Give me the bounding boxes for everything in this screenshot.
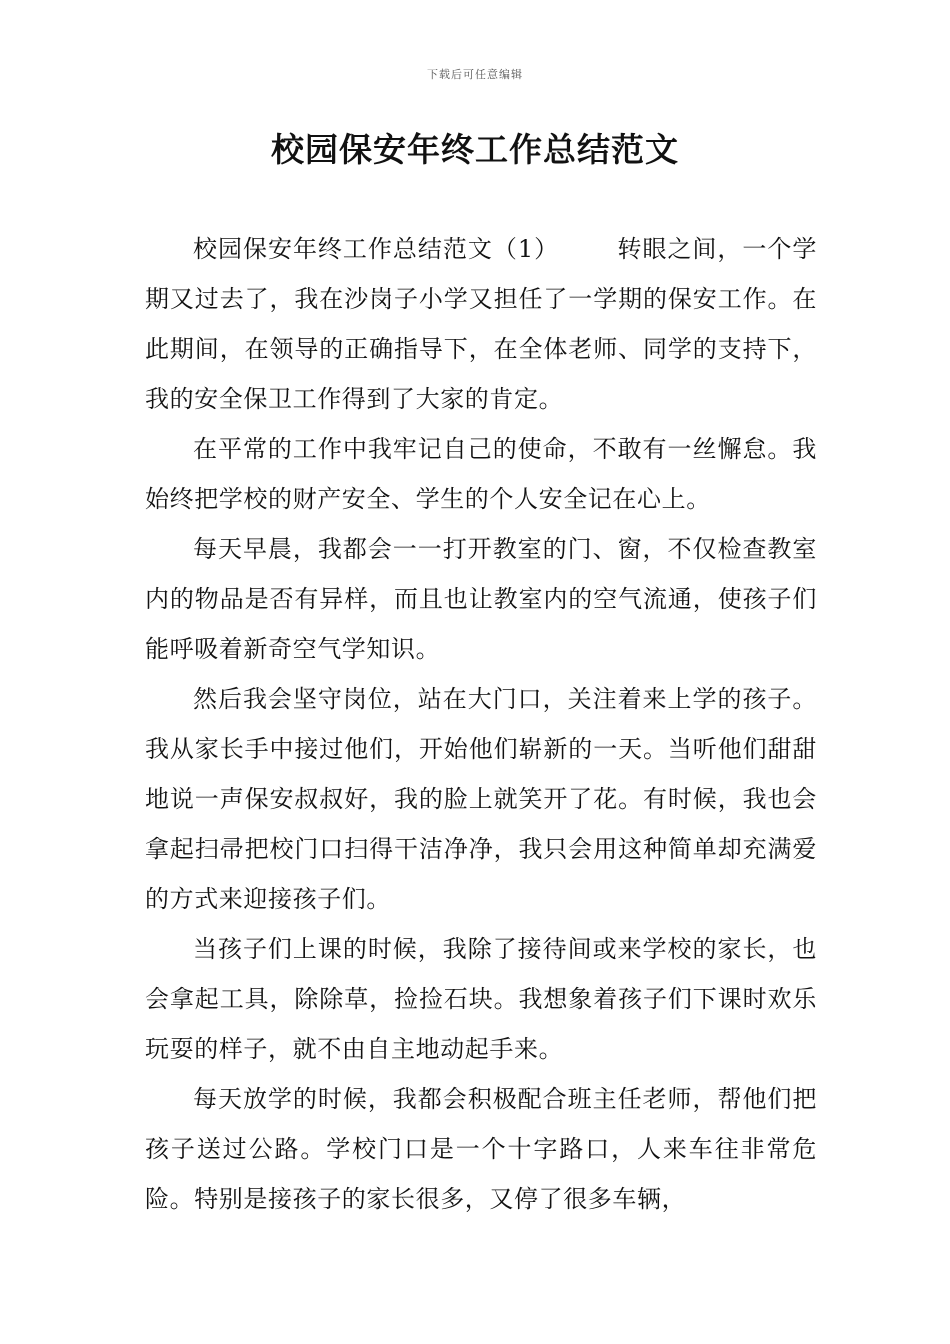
paragraph: 当孩子们上课的时候，我除了接待间或来学校的家长，也会拿起工具，除除草，捡捡石块。我想象着孩子们下课时欢乐玩耍的样子，就不由自主地动起手来。: [145, 935, 817, 1063]
section-subtitle: 校园保安年终工作总结范文（1）: [193, 235, 560, 263]
paragraph: 每天放学的时候，我都会积极配合班主任老师，帮他们把孩子送过公路。学校门口是一个十字路口，人来车往非常危险。特别是接孩子的家长很多，又停了很多车辆，: [145, 1085, 817, 1213]
intro-paragraph: [145, 224, 817, 424]
intro-text: 转眼之间，一个学期又过去了，我在沙岗子小学又担任了一学期的保安工作。在此期间，在领导的正确指导下，在全体老师、同学的支持下，我的安全保卫工作得到了大家的肯定。: [145, 235, 817, 413]
header-note: 下载后可任意编辑: [427, 68, 523, 81]
document-title: 校园保安年终工作总结范文: [271, 130, 679, 169]
document-body: [145, 224, 817, 1224]
paragraph: 然后我会坚守岗位，站在大门口，关注着来上学的孩子。我从家长手中接过他们，开始他们崭新的一天。当听他们甜甜地说一声保安叔叔好，我的脸上就笑开了花。有时候，我也会拿起扫帚把校门口扫得干洁净净，我只会用这种简单却充满爱的方式来迎接孩子们。: [145, 685, 817, 913]
paragraph: 每天早晨，我都会一一打开教室的门、窗，不仅检查教室内的物品是否有异样，而且也让教室内的空气流通，使孩子们能呼吸着新奇空气学知识。: [145, 535, 817, 663]
paragraph: 在平常的工作中我牢记自己的使命，不敢有一丝懈怠。我始终把学校的财产安全、学生的个人安全记在心上。: [145, 435, 817, 513]
